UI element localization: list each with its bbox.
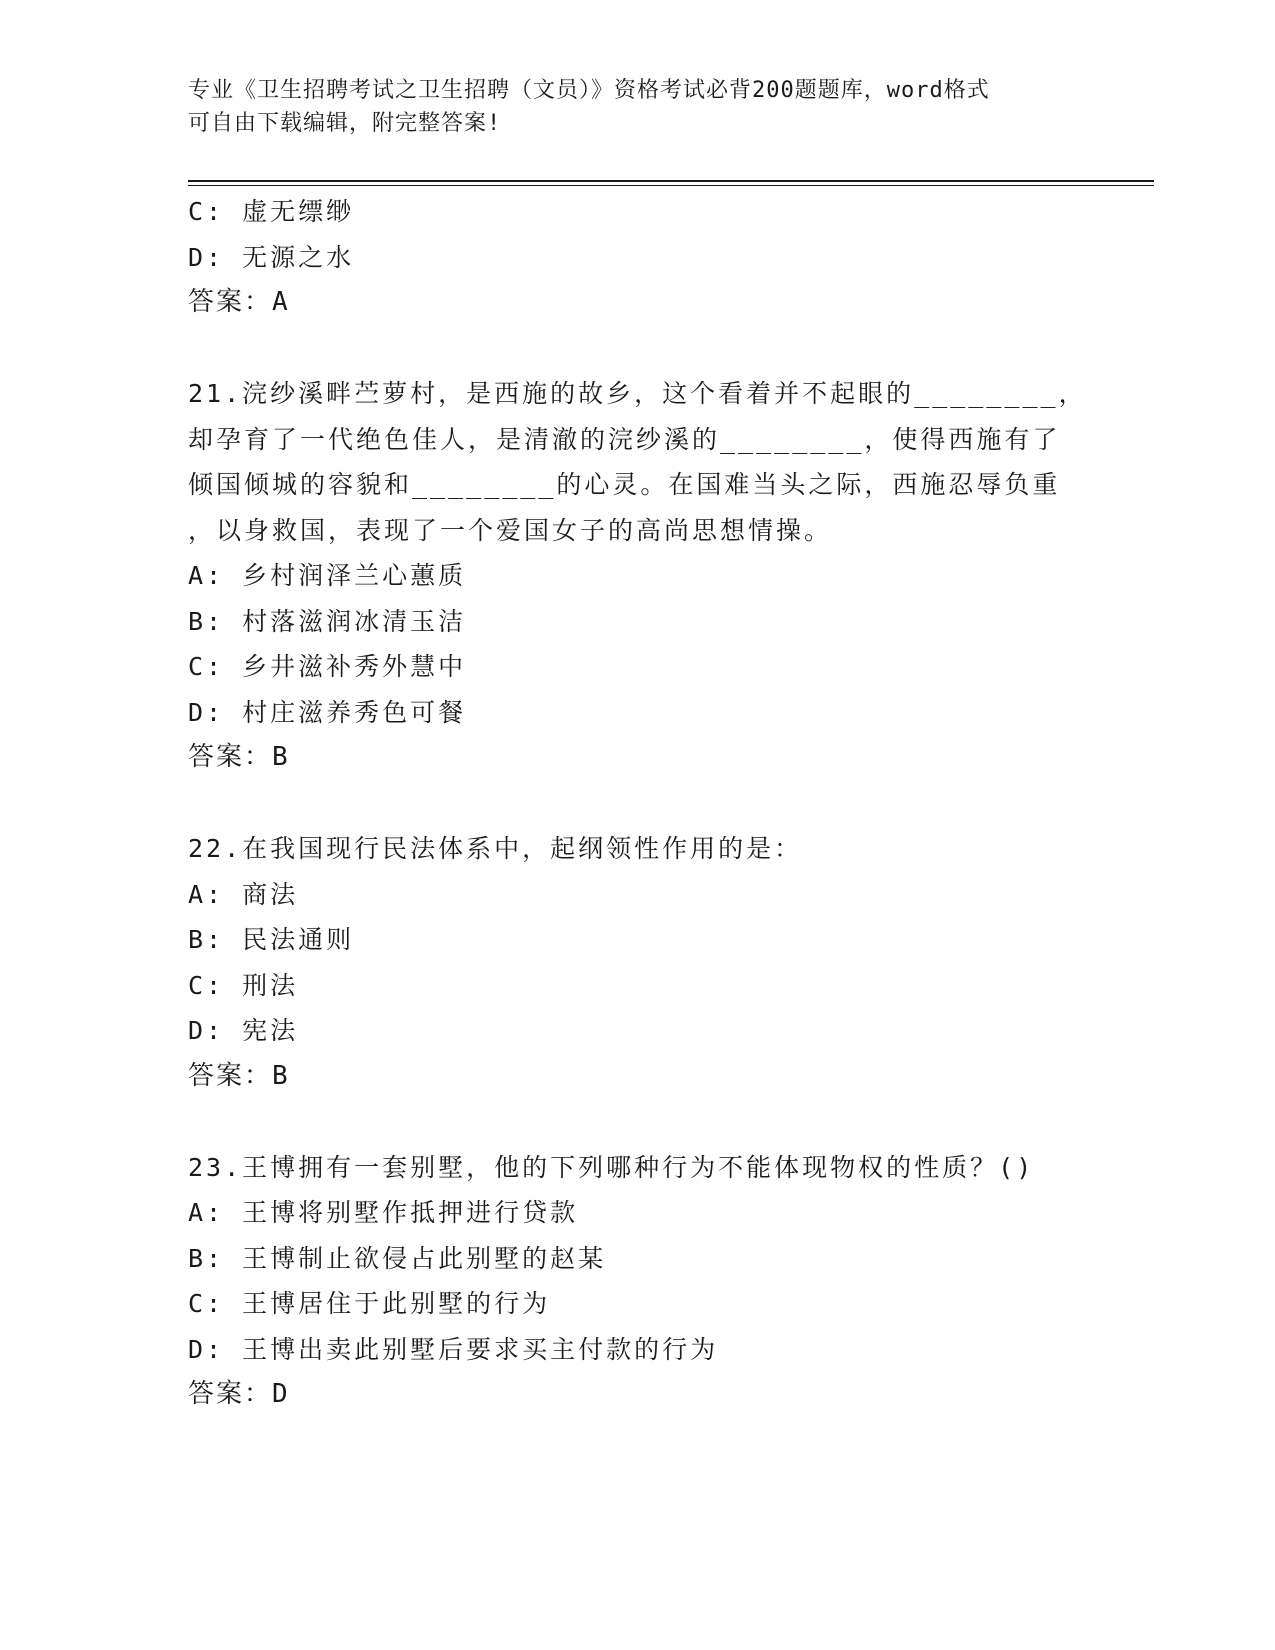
q21-option-a: A: 乡村润泽兰心蕙质 <box>188 561 467 590</box>
spacer <box>188 1099 1068 1145</box>
q22-option-a: A: 商法 <box>188 879 299 909</box>
q21-stem-line-4: ，以身救国，表现了一个爱国女子的高尚思想情操。 <box>188 515 833 545</box>
q22-answer <box>188 1054 1068 1100</box>
spacer <box>188 326 1068 372</box>
q22-answer-label: 答案： <box>188 1060 273 1091</box>
q20-answer <box>188 280 1068 326</box>
document-header <box>188 74 1088 140</box>
q21-stem-line-2: 却孕育了一代绝色佳人，是清澈的浣纱溪的________，使得西施有了 <box>188 424 1061 454</box>
q21-answer-label: 答案： <box>188 742 273 772</box>
q21-answer <box>188 735 1068 781</box>
q21-answer-value: B <box>272 742 290 772</box>
header-title-line-2: 可自由下载编辑，附完整答案! <box>188 111 502 136</box>
question-23 <box>188 1145 1068 1418</box>
q23-option-c: C: 王博居住于此别墅的行为 <box>188 1289 551 1318</box>
q21-stem-line-3: 倾国倾城的容貌和________的心灵。在国难当头之际，西施忍辱负重 <box>188 470 1061 499</box>
q20-answer-label: 答案： <box>188 287 273 317</box>
q21-option-c: C: 乡井滋补秀外慧中 <box>188 652 467 681</box>
q21-option-b: B: 村落滋润冰清玉洁 <box>188 606 467 636</box>
q22-option-c: C: 刑法 <box>188 970 299 1000</box>
q20-option-c: C: 虚无缥缈 <box>188 197 355 226</box>
q22-option-b: B: 民法通则 <box>188 925 355 954</box>
q20-option-d: D: 无源之水 <box>188 242 355 272</box>
q22-answer-value: B <box>272 1060 290 1091</box>
q23-answer <box>188 1372 1068 1418</box>
question-21 <box>188 371 1087 781</box>
q22-stem: 22.在我国现行民法体系中，起纲领性作用的是： <box>188 834 803 863</box>
q23-option-b: B: 王博制止欲侵占此别墅的赵某 <box>188 1243 607 1273</box>
question-list <box>188 189 1087 1418</box>
q23-answer-value: D <box>272 1379 290 1409</box>
header-title-line-1: 专业《卫生招聘考试之卫生招聘（文员）》资格考试必背200题题库，word格式 <box>188 78 990 103</box>
question-20-tail <box>188 189 1068 326</box>
q20-answer-value: A <box>272 287 290 317</box>
question-22 <box>188 826 1068 1099</box>
q22-option-d: D: 宪法 <box>188 1016 299 1045</box>
header-divider-thin <box>188 185 1154 186</box>
q23-option-d: D: 王博出卖此别墅后要求买主付款的行为 <box>188 1334 719 1364</box>
q21-option-d: D: 村庄滋养秀色可餐 <box>188 697 467 727</box>
q23-option-a: A: 王博将别墅作抵押进行贷款 <box>188 1198 579 1227</box>
q21-stem-line-1: 21.浣纱溪畔苎萝村，是西施的故乡，这个看着并不起眼的________， <box>188 379 1087 408</box>
spacer <box>188 781 1068 827</box>
header-divider-thick <box>188 180 1154 182</box>
q23-stem: 23.王博拥有一套别墅，他的下列哪种行为不能体现物权的性质？() <box>188 1152 1035 1182</box>
q23-answer-label: 答案： <box>188 1379 273 1409</box>
